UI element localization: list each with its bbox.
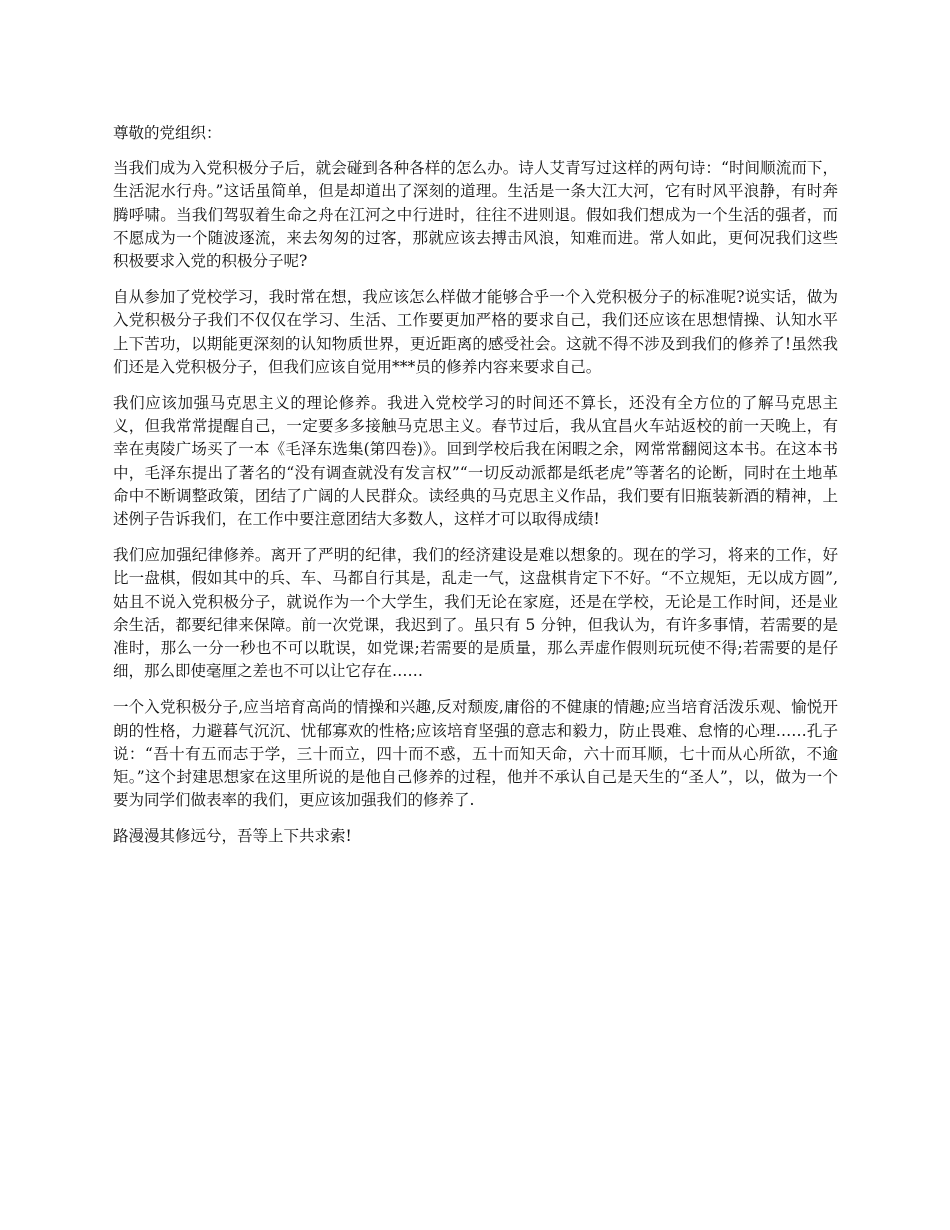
letter-body <box>113 122 838 862</box>
paragraph-4: 我们应加强纪律修养。离开了严明的纪律，我们的经济建设是难以想象的。现在的学习，将来的工作，好比一盘棋，假如其中的兵、车、马都自行其是，乱走一气，这盘棋肯定下不好。“不立规矩，无以成方圆”,姑且不说入党积极分子，就说作为一个大学生，我们无论在家庭，还是在学校，无论是工作时间，还是业余生活，都要纪律来保障。前一次党课，我迟到了。虽只有 5 分钟，但我认为，有许多事情，若需要的是准时，那么一分一秒也不可以耽误，如党课;若需要的是质量，那么弄虚作假则玩玩使不得;若需要的是仔细，那么即使毫厘之差也不可以让它存在…… <box>113 546 838 681</box>
paragraph-3: 我们应该加强马克思主义的理论修养。我进入党校学习的时间还不算长，还没有全方位的了解马克思主义，但我常常提醒自己，一定要多多接触马克思主义。春节过后，我从宜昌火车站返校的前一天晚上，有幸在夷陵广场买了一本《毛泽东选集(第四卷)》。回到学校后我在闲暇之余，网常常翻阅这本书。在这本书中，毛泽东提出了著名的“没有调查就没有发言权”“一切反动派都是纸老虎”等著名的论断，同时在土地革命中不断调整政策，团结了广阔的人民群众。读经典的马克思主义作品，我们要有旧瓶装新酒的精神，上述例子告诉我们，在工作中要注意团结大多数人，这样才可以取得成绩! <box>113 394 838 529</box>
paragraph-5: 一个入党积极分子,应当培育高尚的情操和兴趣,反对颓废,庸俗的不健康的情趣;应当培育活泼乐观、愉悦开朗的性格，力避暮气沉沉、忧郁寡欢的性格;应该培育坚强的意志和毅力，防止畏难、怠惰的心理……孔子说：“吾十有五而志于学，三十而立，四十而不惑，五十而知天命，六十而耳顺，七十而从心所欲，不逾矩。”这个封建思想家在这里所说的是他自己修养的过程，他并不承认自己是天生的“圣人”，以，做为一个要为同学们做表率的我们，更应该加强我们的修养了. <box>113 698 838 810</box>
salutation: 尊敬的党组织： <box>113 124 222 142</box>
paragraph-2: 自从参加了党校学习，我时常在想，我应该怎么样做才能够合乎一个入党积极分子的标准呢?说实话，做为入党积极分子我们不仅仅在学习、生活、工作要更加严格的要求自己，我们还应该在思想情操、认知水平上下苦功，以期能更深刻的认知物质世界，更近距离的感受社会。这就不得不涉及到我们的修养了!虽然我们还是入党积极分子，但我们应该自觉用***员的修养内容来要求自己。 <box>113 288 838 376</box>
closing-line: 路漫漫其修远兮，吾等上下共求索! <box>113 827 352 846</box>
paragraph-1: 当我们成为入党积极分子后，就会碰到各种各样的怎么办。诗人艾青写过这样的两句诗：“时间顺流而下，生活泥水行舟。”这话虽简单，但是却道出了深刻的道理。生活是一条大江大河，它有时风平浪静，有时奔腾呼啸。当我们驾驭着生命之舟在江河之中行进时，往往不进则退。假如我们想成为一个生活的强者，而不愿成为一个随波逐流，来去匆匆的过客，那就应该去搏击风浪，知难而进。常人如此，更何况我们这些积极要求入党的积极分子呢? <box>113 159 838 271</box>
